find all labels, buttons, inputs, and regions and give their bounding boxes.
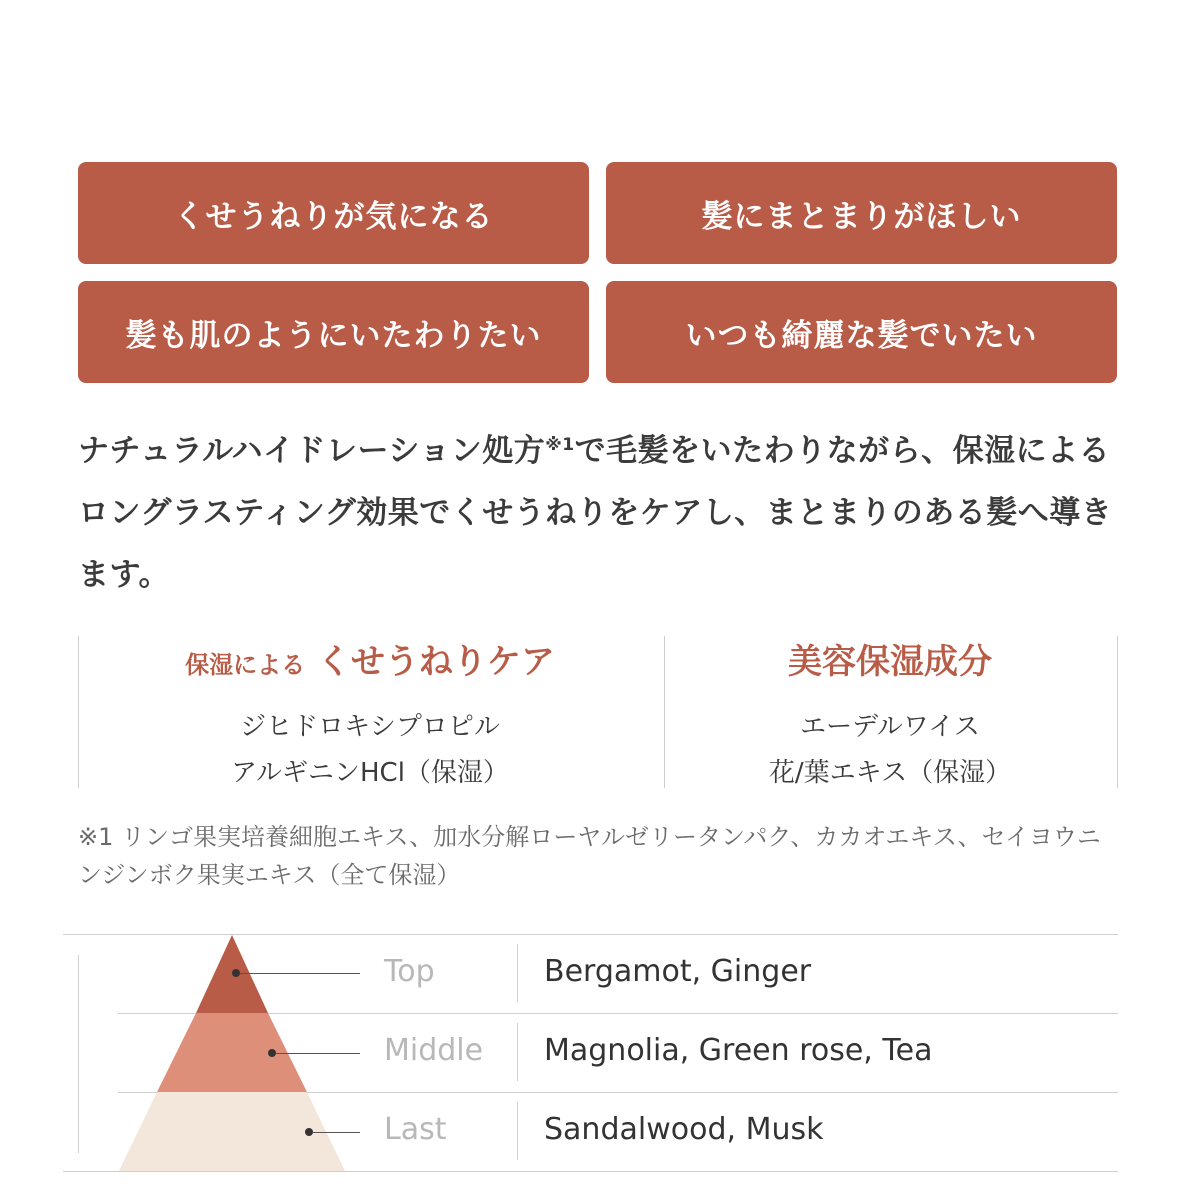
concern-pill-frizz: くせうねりが気になる xyxy=(78,162,589,264)
tier-label-last: Last xyxy=(384,1112,447,1147)
description-part1: ナチュラルハイドレーション処方 xyxy=(78,433,546,469)
footnote: ※1 リンゴ果実培養細胞エキス、加水分解ローヤルゼリータンパク、カカオエキス、セイヨウニンジンボク果実エキス（全て保湿） xyxy=(78,823,1101,889)
tier-notes-last: Sandalwood, Musk xyxy=(544,1112,824,1147)
ingredient-line: アルギニンHCl（保湿） xyxy=(231,758,509,788)
description-part2: で毛髪をいたわりながら、保湿によるロングラスティング効果でくせうねりをケアし、まとまりのある髪へ導きます。 xyxy=(78,433,1113,593)
tier-label-top: Top xyxy=(384,954,435,989)
last-note-dot xyxy=(305,1128,313,1136)
feature-title-large: くせうねりケア xyxy=(316,642,555,682)
tier-separator xyxy=(517,1023,518,1081)
tier-separator xyxy=(517,944,518,1002)
ingredient-line: ジヒドロキシプロピル xyxy=(240,712,500,742)
concern-pill-beautiful-hair: いつも綺麗な髪でいたい xyxy=(606,281,1117,383)
top-note-dot xyxy=(232,969,240,977)
top-note-leader xyxy=(240,973,360,974)
middle-note-dot xyxy=(268,1049,276,1057)
footnote-mark: ※1 xyxy=(545,435,575,455)
middle-note-leader xyxy=(276,1053,360,1054)
tier-label-middle: Middle xyxy=(384,1033,484,1068)
tier-notes-middle: Magnolia, Green rose, Tea xyxy=(544,1033,933,1068)
ingredient-line: エーデルワイス xyxy=(800,712,980,742)
concern-pill-gentle-care: 髪も肌のようにいたわりたい xyxy=(78,281,589,383)
feature-title-small: 保湿による xyxy=(185,651,306,679)
ingredient-line: 花/葉エキス（保湿） xyxy=(768,758,1012,788)
tier-notes-top: Bergamot, Ginger xyxy=(544,954,812,989)
last-note-leader xyxy=(313,1132,360,1133)
concern-pill-manageable: 髪にまとまりがほしい xyxy=(606,162,1117,264)
tier-separator xyxy=(517,1102,518,1160)
feature-title-large: 美容保湿成分 xyxy=(788,642,992,682)
